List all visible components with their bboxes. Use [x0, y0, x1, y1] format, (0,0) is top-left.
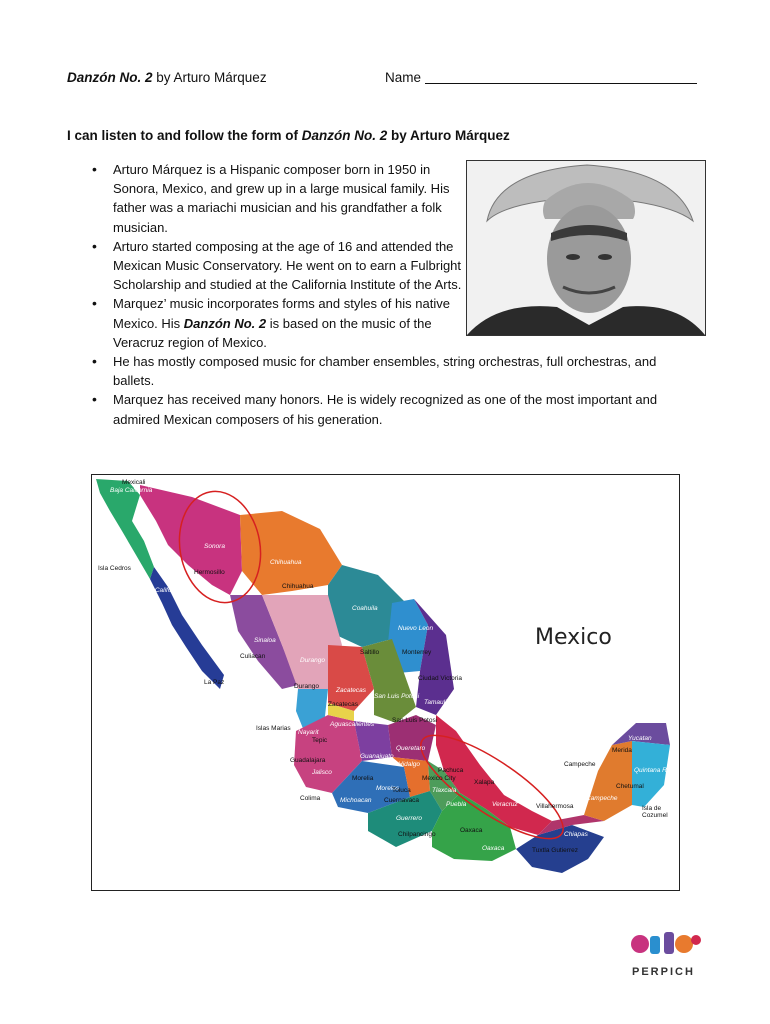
city-label: Pachuca — [438, 767, 464, 774]
state-label: Veracruz — [492, 801, 518, 808]
state-label: Tamaulipas — [424, 699, 458, 706]
city-label: Merida — [612, 747, 632, 754]
state-label: Zacatecas — [336, 687, 366, 694]
list-item: • Arturo started composing at the age of 16 and attended the Mexican Music Conservatory. He went on to earn a Fulbright Scholarship and studied at the California Institute of the Arts. — [92, 237, 463, 295]
city-label: Chetumal — [616, 783, 644, 790]
city-label: Culiacan — [240, 653, 266, 660]
city-label: Chihuahua — [282, 583, 314, 590]
state-label: Quintana Roo — [634, 767, 675, 774]
mexico-map — [91, 474, 680, 891]
city-label: Hermosillo — [194, 569, 225, 576]
map-title: Mexico — [535, 625, 612, 650]
state-label: Jalisco — [312, 769, 332, 776]
list-item: • Marquez has received many honors. He is widely recognized as one of the most important and admired Mexican composers of his generation. — [92, 390, 695, 428]
city-label: Toluca — [392, 787, 411, 794]
city-label: Chilpancingo — [398, 831, 436, 838]
city-label: Tuxtla Gutierrez — [532, 847, 578, 854]
state-label: Chiapas — [564, 831, 588, 838]
state-label: Tlaxcala — [432, 787, 457, 794]
city-label: Durango — [294, 683, 319, 690]
state-label: Nayarit — [298, 729, 319, 736]
title-composer: by Arturo Márquez — [152, 70, 267, 85]
state-label: San Luis Potosi — [374, 693, 420, 700]
city-label: Isla de Cozumel — [642, 805, 668, 819]
city-label: Islas Marias — [256, 725, 291, 732]
state-label: Aguascalientes — [330, 721, 375, 728]
city-label: Guadalajara — [290, 757, 326, 764]
state-label: Queretaro — [396, 745, 426, 752]
city-label: Isla Cedros — [98, 565, 131, 572]
city-label: Villahermosa — [536, 803, 574, 810]
state-label: Guanajuato — [360, 753, 394, 760]
state-label: Yucatan — [628, 735, 652, 742]
city-label: Xalapa — [474, 779, 495, 786]
state-label: Morelos — [376, 785, 400, 792]
city-label: Mexico City — [422, 775, 456, 782]
state-label: Baja California Sur — [140, 587, 195, 594]
logo-icon — [628, 926, 704, 966]
state-label: Campeche — [586, 795, 618, 802]
name-line[interactable] — [425, 70, 697, 84]
city-label: San Luis Potosi — [392, 717, 438, 724]
city-label: Campeche — [564, 761, 596, 768]
state-label: Baja California — [110, 487, 153, 494]
name-field[interactable] — [385, 70, 697, 85]
state-label: Michoacan — [340, 797, 372, 804]
state-label: Durango — [300, 657, 325, 664]
city-label: Tepic — [312, 737, 328, 744]
state-label: Tabasco — [550, 793, 575, 800]
portrait-illustration — [467, 161, 705, 335]
city-label: La Paz — [204, 679, 225, 686]
list-item: • Arturo Márquez is a Hispanic composer born in 1950 in Sonora, Mexico, and grew up in a large musical family. His father was a mariachi musician and his grandfather a folk musician. — [92, 160, 463, 237]
name-label: Name — [385, 70, 422, 85]
document-title — [67, 70, 267, 85]
state-label: Puebla — [446, 801, 467, 808]
state-label: Sonora — [204, 543, 225, 550]
state-label: Oaxaca — [482, 845, 505, 852]
city-label: Colima — [300, 795, 321, 802]
city-label: Zacatecas — [328, 701, 358, 708]
composer-photo — [466, 160, 706, 336]
city-label: Monterrey — [402, 649, 432, 656]
city-label: Morelia — [352, 775, 374, 782]
city-label: Oaxaca — [460, 827, 483, 834]
state-label: Hidalgo — [398, 761, 421, 768]
state-label: Nuevo Leon — [398, 625, 434, 632]
logo-wordmark: PERPICH — [632, 966, 695, 978]
state-label: Sinaloa — [254, 637, 276, 644]
city-label: Mexicali — [122, 479, 146, 486]
city-label: Saltillo — [360, 649, 380, 656]
title-work: Danzón No. 2 — [67, 70, 153, 85]
state-label: Guerrero — [396, 815, 423, 822]
state-label: Coahuila — [352, 605, 378, 612]
map-graphic — [92, 475, 679, 890]
list-item: • He has mostly composed music for chamber ensembles, string orchestras, full orchestras, and ballets. — [92, 352, 695, 390]
city-label: Ciudad Victoria — [418, 675, 462, 682]
list-item: • Marquez’ music incorporates forms and styles of his native Mexico. His Danzón No. 2 is based on the music of the Veracruz region of Mexico. — [92, 294, 463, 352]
city-label: Cuernavaca — [384, 797, 420, 804]
state-label: Chihuahua — [270, 559, 302, 566]
learning-target: I can listen to and follow the form of Danzón No. 2 by Arturo Márquez — [67, 128, 510, 143]
